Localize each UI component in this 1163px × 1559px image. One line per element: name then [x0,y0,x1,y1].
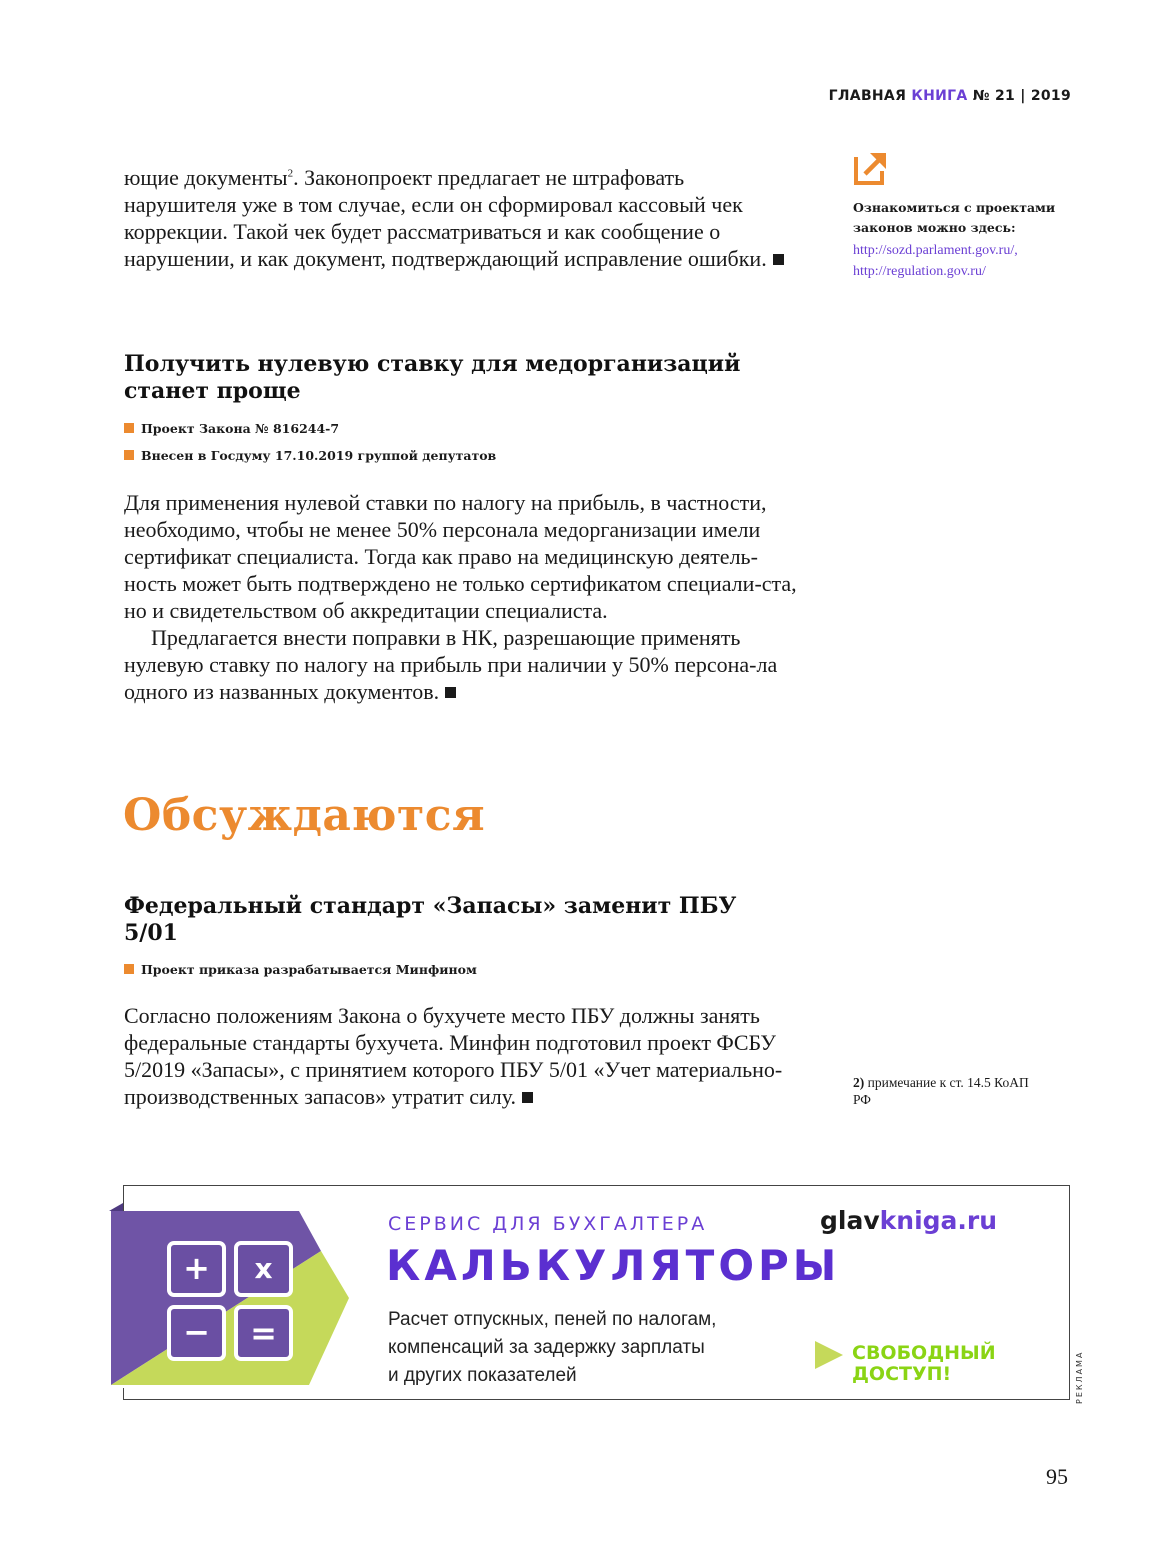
article1-body [124,489,799,705]
ad-label: РЕКЛАМА [1075,1350,1084,1404]
ad-desc-line1: Расчет отпускных, пеней по налогам, [388,1309,717,1330]
article1-title: Получить нулевую ставку для медорганизаций станет проще [124,351,741,404]
site-part2: kniga.ru [879,1206,998,1235]
brand-part2: КНИГА [911,88,968,104]
article1-p2-text: Предлагается внести поправки в НК, разрешающие применять нулевую ставку по налогу на прибыль при наличии у 50% персона-ла одного из названных документов. [124,625,778,704]
footnote-ref[interactable]: 2 [287,167,294,180]
orange-square-icon [124,423,134,433]
cta-line1: СВОБОДНЫЙ [852,1342,996,1364]
svg-text:+: + [183,1249,210,1287]
meta-text: Проект приказа разрабатывается Минфином [141,962,477,977]
calculator-graphic [109,1203,354,1397]
site-part1: glav [820,1206,880,1235]
article2-p1-text: Согласно положениям Закона о бухучете место ПБУ должны занять федеральные стандарты бухучета. Минфин подготовил проект ФСБУ 5/2019 «Запасы», с принятием которого ПБУ 5/01 «Учет материально-производственных запасов» утратит силу. [124,1003,783,1109]
play-triangle-icon [815,1341,843,1373]
article1-meta-2 [124,442,496,469]
ad-cta[interactable] [852,1343,996,1385]
external-link-arrow-icon [853,150,889,190]
link-regulation[interactable]: http://regulation.gov.ru/ [853,264,986,279]
article2-body [124,1002,799,1110]
meta-text: Проект Закона № 816244-7 [141,421,340,436]
article2-meta-1 [124,956,477,983]
ad-description [388,1306,808,1390]
footnote-number: 2) [853,1075,865,1090]
end-mark-icon [445,687,456,698]
svg-text:−: − [183,1313,210,1351]
article2-p1 [124,1002,799,1110]
end-mark-icon [522,1092,533,1103]
end-mark-icon [773,254,784,265]
ad-big-title: КАЛЬКУЛЯТОРЫ [386,1241,841,1290]
footnote-text: примечание к ст. 14.5 КоАП РФ [853,1075,1029,1107]
ad-desc-line3: и других показателей [388,1365,577,1386]
svg-text:x: x [254,1252,273,1285]
ad-site-link[interactable] [820,1206,997,1235]
svg-text:=: = [250,1314,277,1352]
brand-part1: ГЛАВНАЯ [828,88,907,104]
sidebar-lead: Ознакомиться с проектами законов можно здесь: [853,200,1056,235]
section-title: Обсуждаются [123,790,486,841]
issue-number: № 21 | 2019 [972,88,1071,104]
page-number: 95 [1046,1464,1068,1489]
meta-text: Внесен в Госдуму 17.10.2019 группой депутатов [141,448,497,463]
article1-p2 [124,624,799,705]
intro-text-a: ющие документы [124,165,288,190]
ad-desc-line2: компенсаций за задержку зарплаты [388,1337,705,1358]
orange-square-icon [124,964,134,974]
article2-title: Федеральный стандарт «Запасы» заменит ПБУ 5/01 [124,893,737,946]
link-sozd[interactable]: http://sozd.parlament.gov.ru/ [853,243,1015,258]
cta-line2: ДОСТУП! [852,1363,952,1385]
orange-square-icon [124,450,134,460]
article1-p1: Для применения нулевой ставки по налогу на прибыль, в частности, необходимо, чтобы не менее 50% персонала медорганизации имели сертификат специалиста. Тогда как право на медицинскую деятель-ность может быть подтверждено не только сертификатом специали-ста, но и свидетельством об аккредитации специалиста. [124,490,797,623]
article1-meta-1 [124,415,339,442]
ad-small-title: СЕРВИС ДЛЯ БУХГАЛТЕРА [388,1213,708,1235]
intro-paragraph [124,164,799,272]
link-separator: , [1014,243,1018,258]
footnote [853,1074,1043,1108]
intro-text-b: . Законопроект предлагает не штрафовать нарушителя уже в том случае, если он сформировал кассовый чек коррекции. Такой чек будет рассматриваться и как сообщение о нарушении, и как документ, подтверждающий исправление ошибки. [124,165,767,271]
sidebar-note [853,198,1083,282]
running-header [829,88,1071,104]
